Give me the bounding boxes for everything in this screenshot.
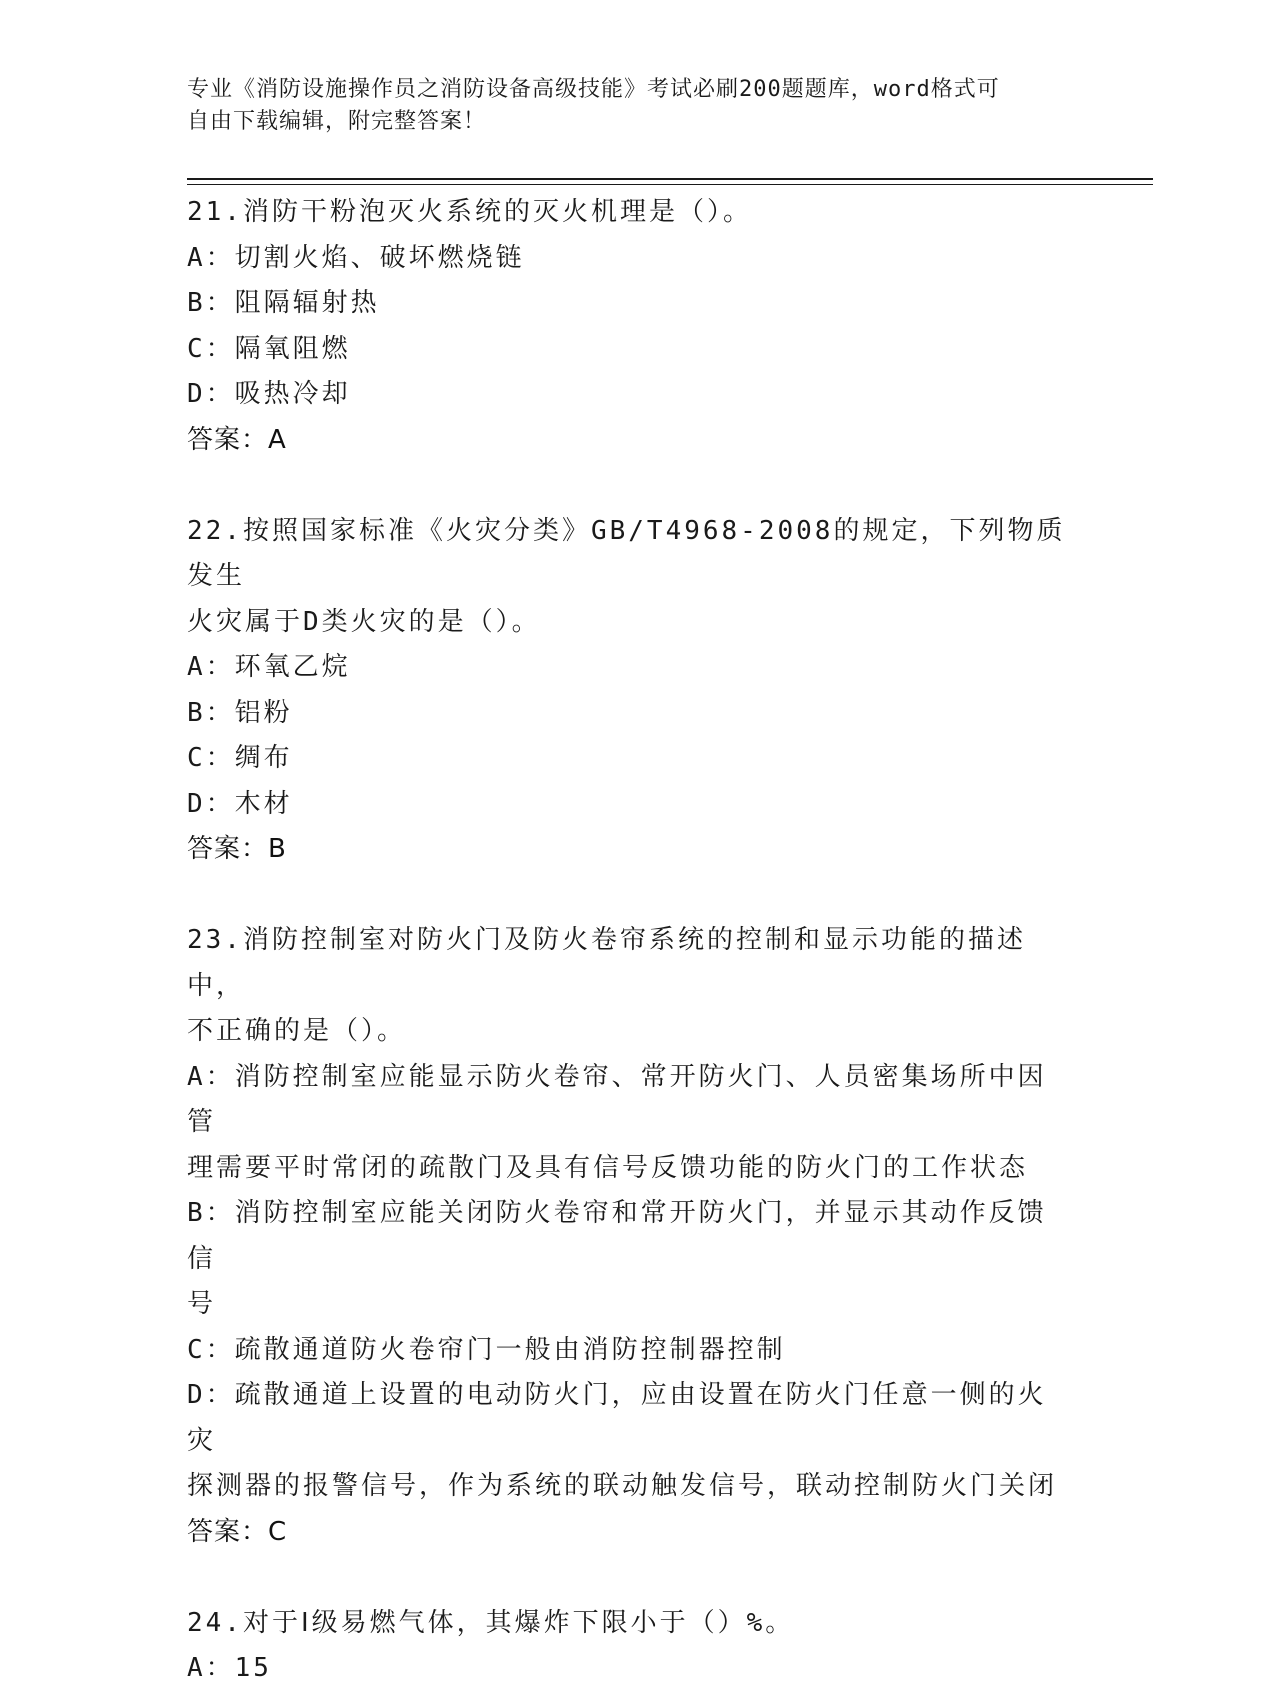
option-a: A：环氧乙烷 bbox=[187, 652, 351, 682]
question-spacer bbox=[187, 873, 1067, 919]
option-c: C：隔氧阻燃 bbox=[187, 333, 351, 364]
question-stem-continued: 不正确的是（）。 bbox=[187, 1016, 407, 1046]
header-line-1: 专业《消防设施操作员之消防设备高级技能》考试必刷200题题库，word格式可 bbox=[187, 77, 1000, 102]
document-header bbox=[187, 74, 1067, 138]
answer-line: 答案：A bbox=[187, 424, 287, 455]
option-c: C：绸布 bbox=[187, 743, 293, 773]
question-stem: 22.按照国家标准《火灾分类》GB/T4968-2008的规定，下列物质发生 bbox=[187, 515, 1066, 591]
option-b-continued: 号 bbox=[187, 1289, 217, 1319]
answer-line: 答案：B bbox=[187, 834, 287, 864]
option-d: D：疏散通道上设置的电动防火门，应由设置在防火门任意一侧的火灾 bbox=[187, 1380, 1047, 1456]
option-d: D：木材 bbox=[187, 788, 293, 819]
question-24 bbox=[187, 1601, 1067, 1692]
option-c: C：疏散通道防火卷帘门一般由消防控制器控制 bbox=[187, 1334, 786, 1365]
question-stem: 21.消防干粉泡灭火系统的灭火机理是（）。 bbox=[187, 197, 752, 227]
question-stem-continued: 火灾属于D类火灾的是（）。 bbox=[187, 606, 541, 637]
option-a: A：消防控制室应能显示防火卷帘、常开防火门、人员密集场所中因管 bbox=[187, 1061, 1047, 1137]
option-a: A：切割火焰、破坏燃烧链 bbox=[187, 242, 525, 273]
question-spacer bbox=[187, 1555, 1067, 1601]
option-a: A：15 bbox=[187, 1653, 272, 1683]
header-line-2: 自由下载编辑，附完整答案！ bbox=[187, 109, 487, 134]
question-stem: 24.对于Ⅰ级易燃气体，其爆炸下限小于（）%。 bbox=[187, 1607, 795, 1638]
header-divider-thin bbox=[187, 184, 1153, 185]
question-list bbox=[187, 190, 1067, 1692]
question-21 bbox=[187, 190, 1067, 463]
option-a-continued: 理需要平时常闭的疏散门及具有信号反馈功能的防火门的工作状态 bbox=[187, 1152, 1029, 1183]
header-divider-thick bbox=[187, 178, 1153, 180]
option-b: B：铝粉 bbox=[187, 697, 293, 728]
question-stem: 23.消防控制室对防火门及防火卷帘系统的控制和显示功能的描述中， bbox=[187, 925, 1026, 1001]
answer-line: 答案：C bbox=[187, 1516, 288, 1547]
option-d: D：吸热冷却 bbox=[187, 379, 351, 409]
option-b: B：阻隔辐射热 bbox=[187, 288, 380, 318]
question-22 bbox=[187, 509, 1067, 873]
option-d-continued: 探测器的报警信号，作为系统的联动触发信号，联动控制防火门关闭 bbox=[187, 1471, 1058, 1501]
option-b: B：消防控制室应能关闭防火卷帘和常开防火门，并显示其动作反馈信 bbox=[187, 1198, 1047, 1274]
question-spacer bbox=[187, 463, 1067, 509]
question-23 bbox=[187, 918, 1067, 1555]
